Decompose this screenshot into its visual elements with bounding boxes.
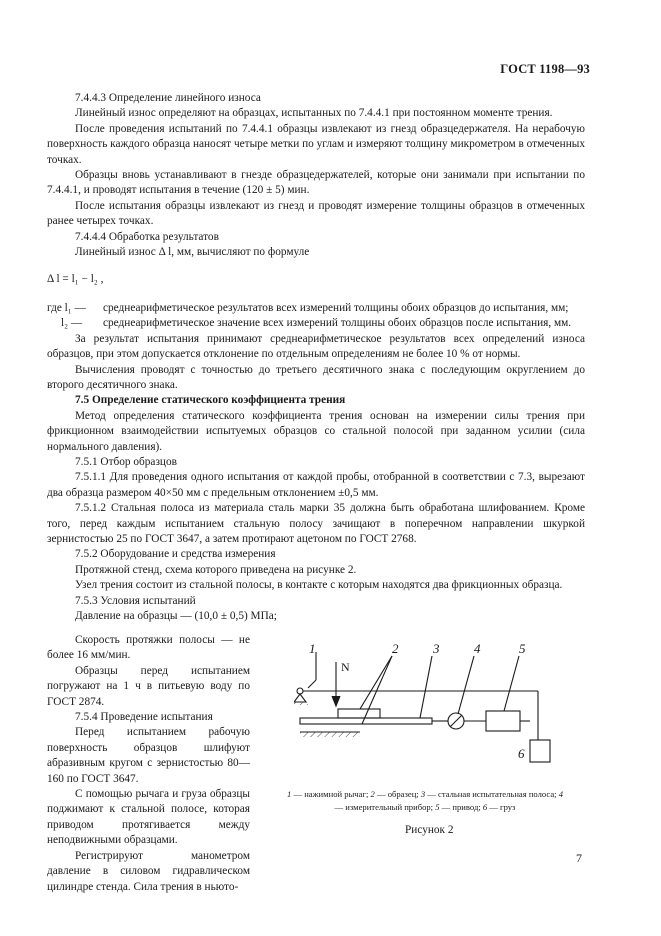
fig-label-4: 4 [474,641,481,656]
fig-label-2: 2 [392,641,399,656]
steel-strip [300,718,432,724]
where-l1-text: среднеарифметическое результатов всех измерений толщины обоих образцов до испытания, мм; [103,301,569,314]
paragraph: После проведения испытаний по 7.4.4.1 образцы извлекают из гнезд образцедержателя. На нерабочую поверхность каждого образца наносят четыре метки по углам и измеряют толщину микрометром в отмеченных точках. [47,122,585,166]
subsection-title: 7.5.1 Отбор образцов [75,455,177,468]
where-l1-label: где l₁ — [47,301,86,314]
where-l2-text: среднеарифметическое значение всех измерений толщины обоих образцов после испытания, мм. [103,317,572,330]
paragraph: Регистрируют манометром давление в силовом гидравлическом цилиндре стенда. Сила трения в ньюто- [47,849,250,893]
paragraph: Образцы перед испытанием погружают на 1 ч в питьевую воду по ГОСТ 2874. [47,664,250,708]
subsection-title: 7.5.4 Проведение испытания [75,711,213,724]
paragraph: 7.5.1.2 Стальная полоса из материала сталь марки 35 должна быть обработана шлифованием. Кроме того, перед каждым испытанием стальную полосу зачищают в поперечном направлении шкуркой зернистостью 25 по ГОСТ 3647, а затем протирают ацетоном по ГОСТ 2768. [47,502,585,545]
paragraph: Линейный износ Δ l, мм, вычисляют по формуле [75,246,310,259]
main-text [47,91,585,624]
page-number: 7 [576,851,582,865]
lower-left-text [47,633,250,895]
figure-title: Рисунок 2 [405,824,454,836]
fig-label-1: 1 [309,641,316,656]
formula-where-l1 [47,301,585,316]
paragraph: Метод определения статического коэффициента трения основан на измерении силы трения при фрикционном взаимодействии испытуемых образцов со стальной полосой при заданном усилии (сила нормального давления). [47,409,585,453]
paragraph: С помощью рычага и груза образцы поджимают к стальной полосе, которая приводом протягивается между неподвижными образцами. [47,788,250,847]
subsection-title: 7.5.2 Оборудование и средства измерения [75,548,276,561]
paragraph: После испытания образцы извлекают из гнезд и проводят измерение толщины образцов в отмеченных ранее четырех точках. [47,199,585,228]
page-header: ГОСТ 1198—93 [500,62,590,76]
paragraph: Перед испытанием рабочую поверхность образцов шлифуют абразивным кругом с зернистостью 80—160 по ГОСТ 3647. [47,726,250,785]
subsection-title: 7.4.4.3 Определение линейного износа [75,92,261,104]
paragraph: За результат испытания принимают среднеарифметическое результатов всех определений износа образцов, при этом допускается отклонение по отдельным определениям не более 10 % от нормы. [47,332,585,361]
figure-2-diagram [294,640,566,780]
subsection-title: 7.4.4.4 Обработка результатов [75,230,219,243]
paragraph: Протяжной стенд, схема которого приведена на рисунке 2. [75,563,357,576]
section-title: 7.5 Определение статического коэффициента трения [75,394,346,407]
paragraph: Давление на образцы — (10,0 ± 0,5) МПа; [75,610,277,622]
paragraph: Линейный износ определяют на образцах, испытанных по 7.4.4.1 при постоянном моменте трения. [75,107,553,120]
formula-where-l2 [47,316,585,331]
drive-box [486,711,520,731]
subsection-title: 7.5.3 Условия испытаний [75,594,196,607]
where-l2-label: l₂ — [61,317,83,330]
fig-label-3: 3 [433,641,440,656]
paragraph: Вычисления проводят с точностью до третьего десятичного знака с последующим округлением до второго десятичного знака. [47,363,585,391]
formula: Δ l = l₁ − l₂ , [47,273,104,286]
fig-label-N: N [341,660,350,674]
specimen-top [338,709,380,718]
fig-label-6: 6 [518,746,525,761]
paragraph: Скорость протяжки полосы — не более 16 мм/мин. [47,634,250,662]
paragraph: Узел трения состоит из стальной полосы, в контакте с которым находятся два фрикционных образца. [75,579,563,592]
weight-box [530,740,550,762]
paragraph: Образцы вновь устанавливают в гнезде образцедержателей, которые они занимали при испытании по 7.4.4.1, и проводят испытания в течение (120 ± 5) мин. [47,169,585,197]
fig-label-5: 5 [519,641,526,656]
paragraph: 7.5.1.1 Для проведения одного испытания от каждой пробы, отобранной в соответствии с 7.3, вырезают два образца размером 40×50 мм с предельным отклонением ±0,5 мм. [47,471,585,499]
figure-caption: 1 — нажимной рычаг; 2 — образец; 3 — стальная испытательная полоса; 4 — измерительный прибор; 5 — привод; 6 — груз [287,789,563,812]
